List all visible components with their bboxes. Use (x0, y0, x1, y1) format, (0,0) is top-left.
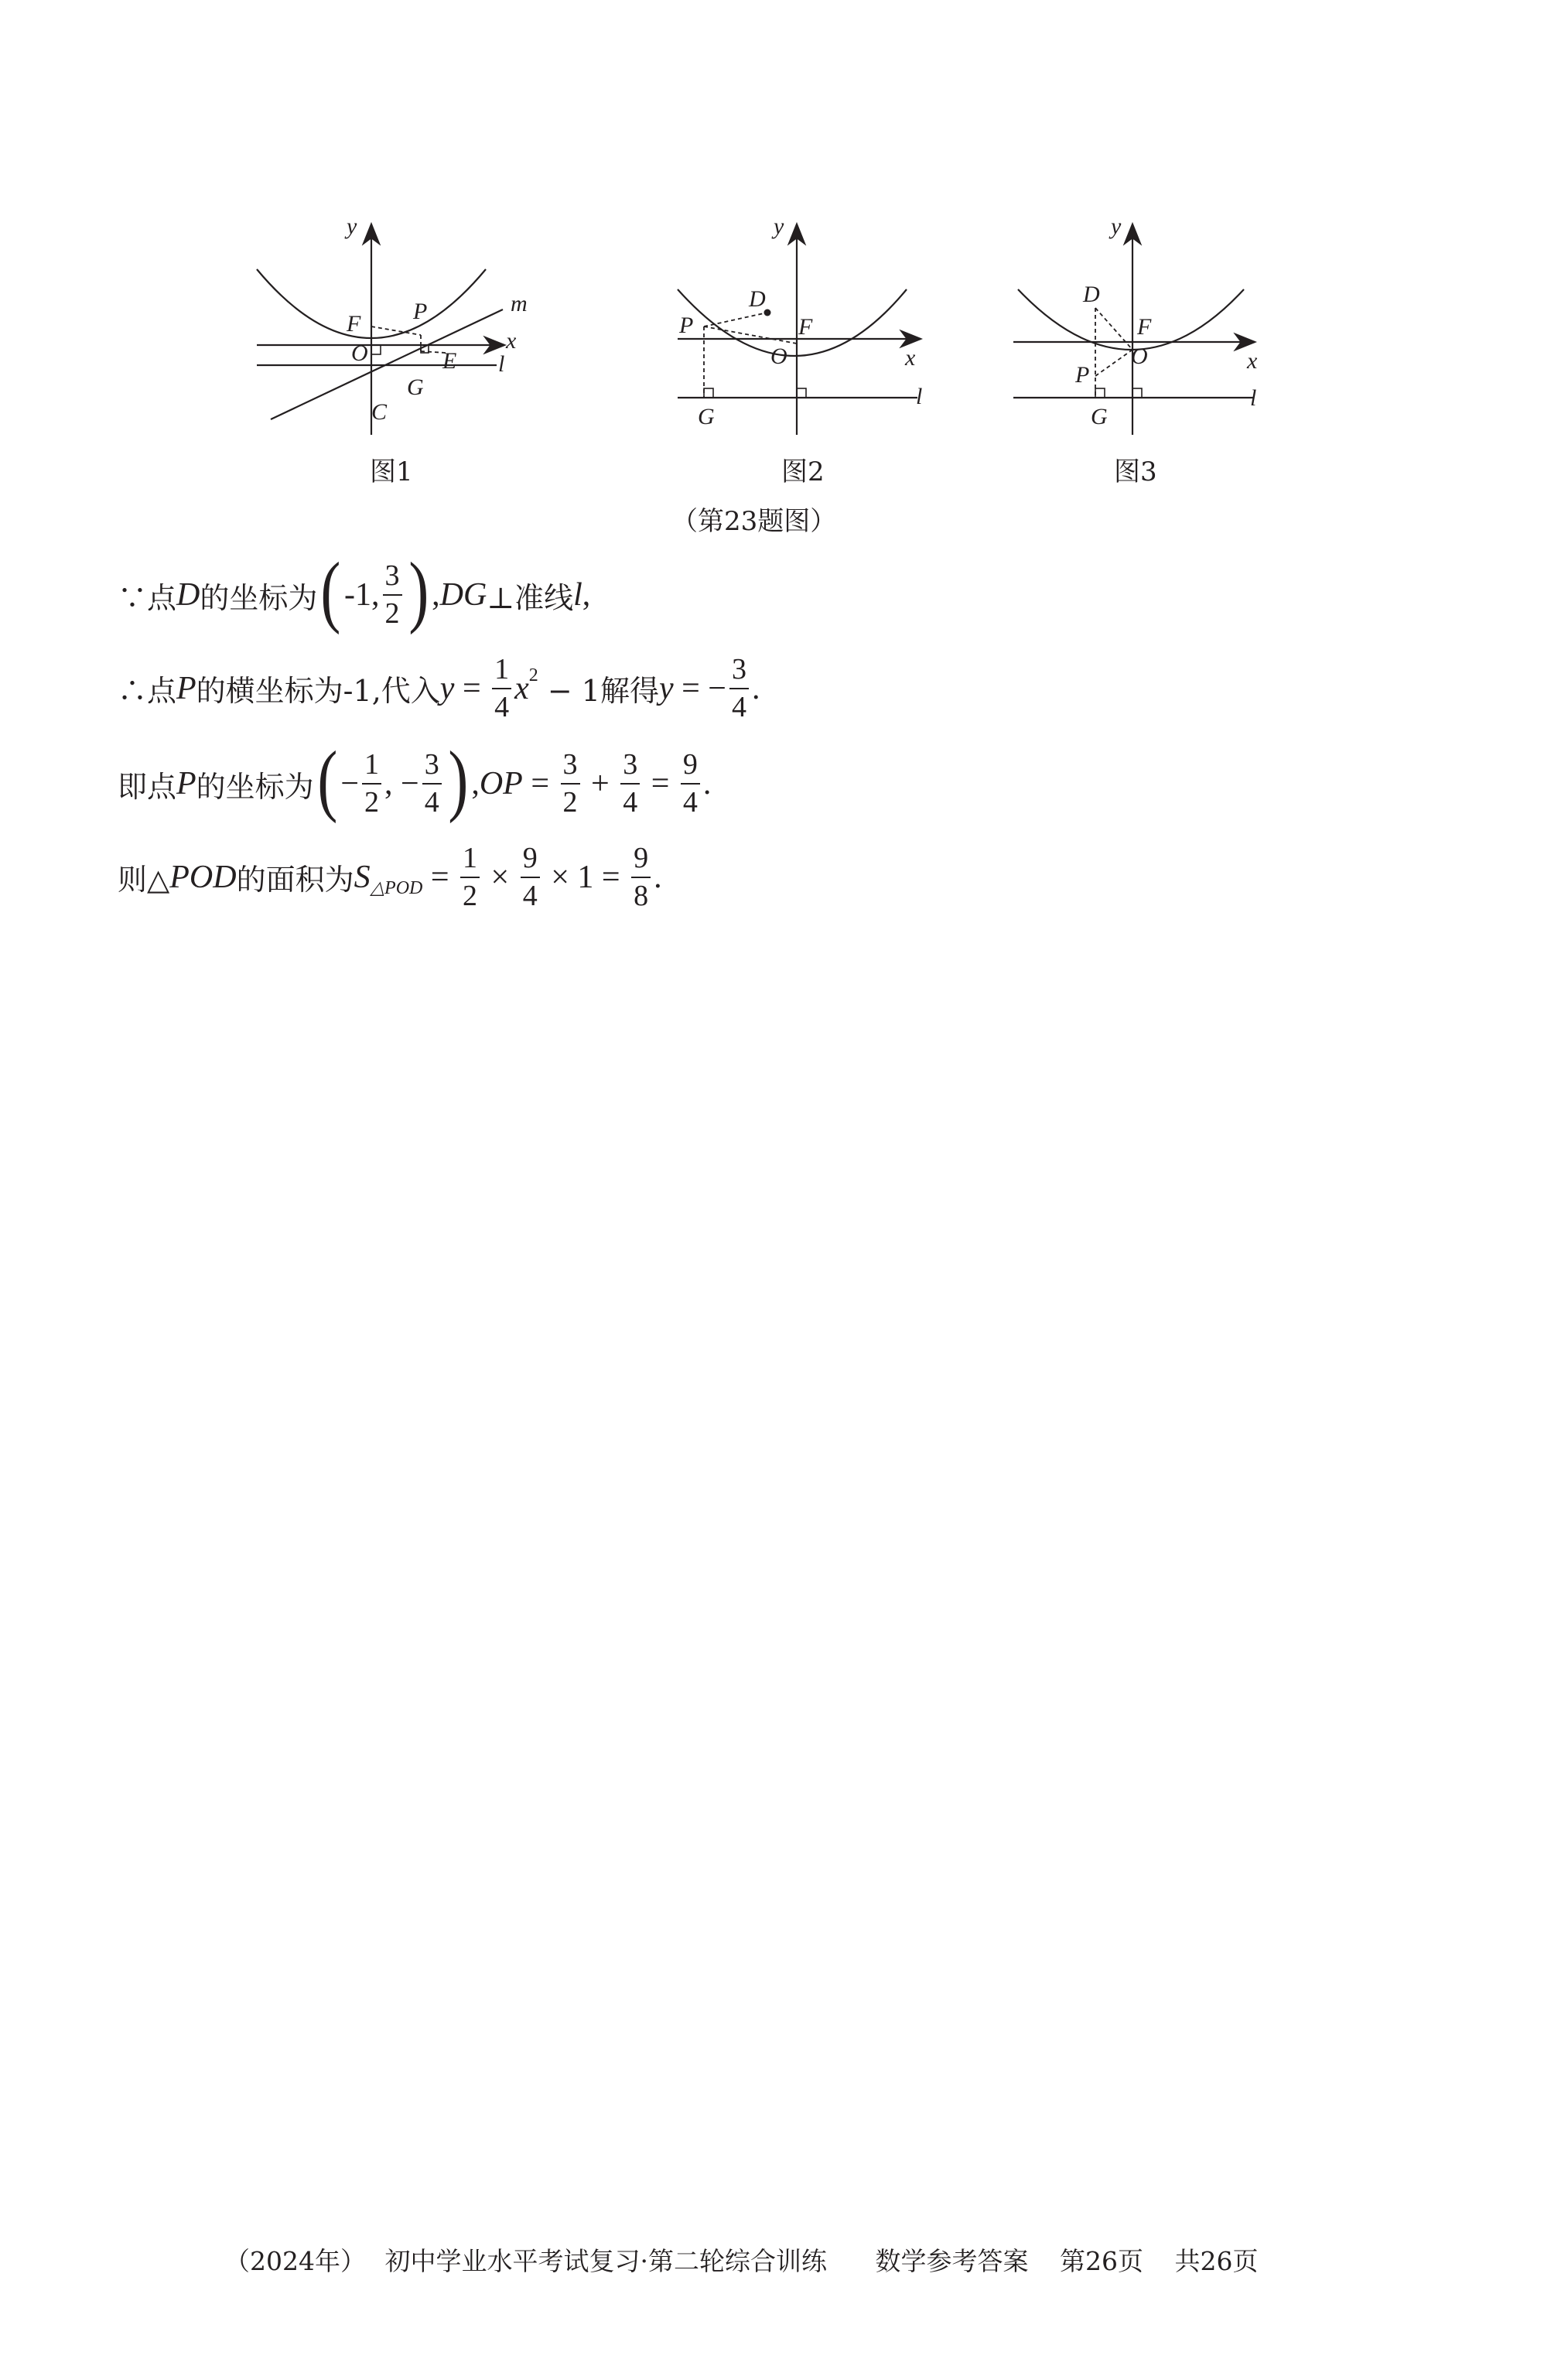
denominator: 4 (623, 786, 638, 819)
var-S: S (354, 859, 371, 895)
parabola (1018, 289, 1244, 350)
page-footer (224, 2241, 1258, 2278)
left-paren: ( (320, 546, 341, 635)
fig1-label-O: O (351, 340, 368, 366)
text: , (582, 577, 591, 613)
fig2-label-O: O (770, 344, 787, 369)
fraction (561, 748, 580, 819)
figure-group-caption: （第23题图） (671, 506, 837, 537)
text: . (702, 766, 712, 802)
numerator: 1 (492, 653, 511, 689)
denominator: 2 (562, 786, 578, 819)
equals: = (522, 766, 558, 802)
var-DG: DG (439, 577, 487, 613)
text: 的坐标为 (196, 769, 314, 804)
var-y: y (439, 670, 455, 706)
figure-3 (1010, 214, 1281, 441)
times: × (483, 859, 518, 895)
denominator: 2 (463, 879, 478, 912)
fig1-label-x: x (506, 328, 517, 354)
right-paren: ) (408, 546, 429, 635)
text: ⊥准线 (487, 580, 574, 615)
equals: = (643, 766, 678, 802)
footer-title: 初中学业水平考试复习·第二轮综合训练 (384, 2246, 827, 2276)
equals: = (422, 859, 458, 895)
fig2-label-D: D (749, 286, 766, 312)
figure-3-caption: 图3 (1114, 456, 1157, 487)
fraction (383, 559, 402, 630)
footer-year: （2024年） (224, 2246, 366, 2276)
fig3-label-O: O (1131, 344, 1148, 369)
exponent: 2 (528, 665, 538, 686)
numerator: 3 (422, 748, 442, 785)
var-P: P (176, 670, 196, 706)
times: × 1 = (542, 859, 629, 895)
subscript: △POD (370, 878, 423, 899)
fig3-label-G: G (1091, 404, 1108, 429)
denominator: 8 (634, 879, 649, 912)
var-x: x (514, 670, 529, 706)
fraction (492, 653, 511, 723)
fig1-label-m: m (511, 291, 528, 316)
text: 的面积为 (236, 863, 354, 897)
text: . (752, 670, 760, 706)
text: . (654, 859, 662, 895)
segment-DF (1095, 308, 1132, 350)
left-paren: ( (317, 735, 337, 824)
fraction (362, 748, 381, 819)
figure-1-diagram (248, 214, 541, 441)
fig3-label-l: l (1250, 385, 1257, 411)
fig1-label-P: P (413, 299, 428, 324)
segment-PF (704, 326, 797, 344)
fraction (460, 842, 480, 912)
figure-2-caption: 图2 (781, 456, 825, 487)
fig3-label-D: D (1083, 282, 1100, 307)
numerator: 9 (681, 748, 700, 785)
var-POD: POD (169, 859, 237, 895)
numerator: 9 (631, 842, 651, 878)
fig2-label-F: F (798, 314, 813, 340)
fig3-label-x: x (1247, 348, 1258, 374)
text: 的坐标为 (200, 580, 318, 615)
numerator: 9 (521, 842, 540, 878)
solution-line-4 (118, 842, 662, 912)
segment-PD (704, 313, 767, 326)
numerator: 3 (561, 748, 580, 785)
var-OP: OP (479, 766, 523, 802)
fraction (681, 748, 700, 819)
footer-page: 第26页 (1059, 2246, 1143, 2276)
denominator: 2 (364, 786, 380, 819)
text: , (471, 766, 480, 802)
fraction (521, 842, 540, 912)
fraction (631, 842, 651, 912)
fig2-label-G: G (698, 404, 715, 429)
fig1-label-G: G (407, 374, 424, 400)
denominator: 4 (732, 690, 746, 723)
segment-PF (1095, 350, 1132, 376)
var-D: D (176, 577, 200, 613)
fig3-label-y: y (1111, 214, 1122, 239)
var-P: P (176, 766, 196, 802)
numerator: 1 (362, 748, 381, 785)
denominator: 4 (522, 879, 538, 912)
solution-line-1 (118, 546, 591, 635)
solution-line-2 (118, 653, 760, 723)
separator: , − (384, 766, 419, 802)
denominator: 4 (494, 690, 510, 723)
figure-2-diagram (675, 214, 938, 441)
fig1-label-E: E (442, 348, 457, 374)
numerator: 3 (729, 653, 749, 689)
equals: = (454, 670, 490, 706)
numerator: 1 (460, 842, 480, 878)
figure-1 (248, 214, 541, 441)
fig2-label-l: l (916, 384, 923, 409)
text: 即点 (118, 769, 177, 804)
fig1-label-l: l (498, 351, 505, 377)
segment-FP (371, 326, 421, 335)
fraction (620, 748, 640, 819)
numerator: 3 (383, 559, 402, 596)
text: 则△ (118, 863, 170, 897)
numerator: 3 (620, 748, 640, 785)
figure-3-diagram (1010, 214, 1281, 441)
var-l: l (573, 577, 582, 613)
footer-subject: 数学参考答案 (875, 2246, 1029, 2276)
fig1-label-C: C (371, 399, 388, 425)
right-paren: ) (448, 735, 469, 824)
fig2-label-y: y (774, 214, 784, 239)
solution-line-3 (118, 735, 712, 824)
figure-2 (675, 214, 938, 441)
denominator: 2 (384, 597, 400, 630)
fig2-label-P: P (679, 313, 694, 338)
text: − 1解得 (538, 674, 659, 709)
fraction (422, 748, 442, 819)
text: 的横坐标为-1,代入 (196, 674, 440, 709)
plus: + (582, 766, 618, 802)
fig1-label-F: F (347, 311, 361, 337)
denominator: 4 (424, 786, 439, 819)
fig1-label-y: y (347, 214, 357, 239)
footer-total: 共26页 (1174, 2246, 1259, 2276)
value: -1, (344, 577, 380, 613)
minus: − (340, 766, 360, 802)
fig3-label-P: P (1075, 362, 1090, 388)
fraction (729, 653, 749, 723)
text: ∴点 (118, 674, 177, 709)
fig3-label-F: F (1137, 314, 1152, 340)
parabola (678, 289, 907, 356)
fig2-label-x: x (905, 345, 916, 371)
var-y: y (658, 670, 674, 706)
text: , (432, 577, 440, 613)
text: ∵点 (118, 580, 177, 615)
equals: = − (673, 670, 726, 706)
denominator: 4 (682, 786, 698, 819)
figure-1-caption: 图1 (370, 456, 413, 487)
